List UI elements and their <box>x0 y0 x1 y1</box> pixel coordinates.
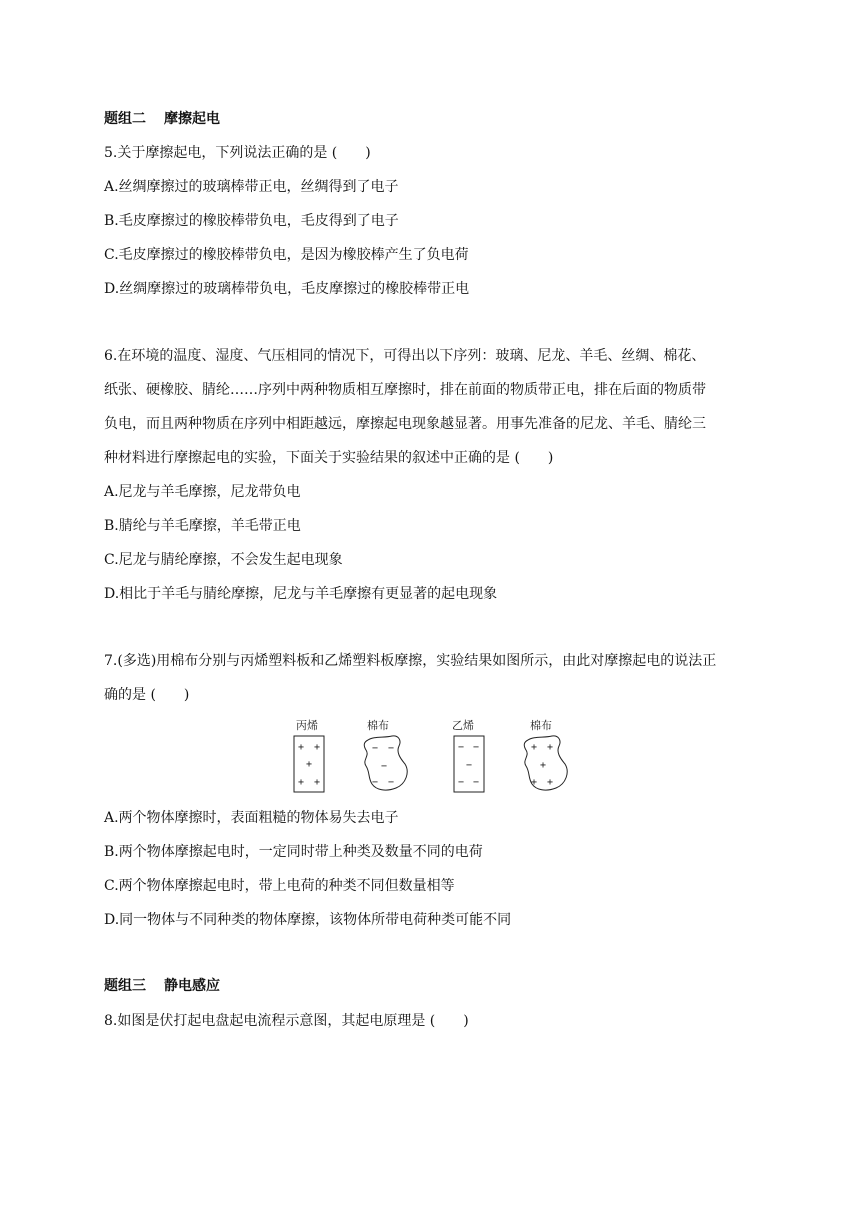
question-6-stem-line-2: 纸张、硬橡胶、腈纶……序列中两种物质相互摩擦时，排在前面的物质带正电，排在后面的物质带 <box>104 382 706 398</box>
svg-text:−: − <box>473 742 480 753</box>
question-5-option-d: D.丝绸摩擦过的玻璃棒带负电，毛皮摩擦过的橡胶棒带正电 <box>104 281 470 297</box>
question-7-option-b: B.两个物体摩擦起电时，一定同时带上种类及数量不同的电荷 <box>104 844 483 860</box>
label-cotton-2: 棉布 <box>530 719 552 732</box>
question-6-stem-line-1: 6.在环境的温度、湿度、气压相同的情况下，可得出以下序列：玻璃、尼龙、羊毛、丝绸、棉花、 <box>104 348 706 364</box>
svg-text:−: − <box>458 742 465 753</box>
charge-diagram <box>288 714 574 796</box>
question-7-option-c: C.两个物体摩擦起电时，带上电荷的种类不同但数量相等 <box>104 878 455 894</box>
question-5-option-b: B.毛皮摩擦过的橡胶棒带负电，毛皮得到了电子 <box>104 213 399 229</box>
svg-text:+: + <box>531 742 538 753</box>
label-ethylene: 乙烯 <box>452 719 474 732</box>
question-7-stem-line-2: 确的是 ( ) <box>104 687 190 703</box>
ethylene-charges <box>458 742 479 788</box>
propylene-charges <box>298 742 320 788</box>
svg-text:−: − <box>381 761 388 772</box>
svg-text:−: − <box>458 777 465 788</box>
section-heading-3 <box>104 976 220 996</box>
label-propylene: 丙烯 <box>296 719 318 732</box>
question-7-option-d: D.同一物体与不同种类的物体摩擦，该物体所带电荷种类可能不同 <box>104 912 512 928</box>
question-6-option-a: A.尼龙与羊毛摩擦，尼龙带负电 <box>104 484 301 500</box>
question-5-option-c: C.毛皮摩擦过的橡胶棒带负电，是因为橡胶棒产生了负电荷 <box>104 247 469 263</box>
svg-text:+: + <box>547 777 554 788</box>
cotton-1-charges <box>372 743 394 788</box>
question-6-stem-line-4: 种材料进行摩擦起电的实验，下面关于实验结果的叙述中正确的是 ( ) <box>104 450 554 466</box>
svg-text:−: − <box>388 743 395 754</box>
svg-text:+: + <box>540 760 547 771</box>
section-label: 题组三 <box>104 978 146 994</box>
section-label: 题组二 <box>104 111 146 127</box>
charge-figure <box>288 714 574 796</box>
question-6-option-c: C.尼龙与腈纶摩擦，不会发生起电现象 <box>104 552 343 568</box>
svg-text:+: + <box>531 777 538 788</box>
svg-text:−: − <box>372 743 379 754</box>
section-title: 静电感应 <box>164 978 220 994</box>
svg-text:+: + <box>298 777 305 788</box>
question-5-stem: 5.关于摩擦起电，下列说法正确的是 ( ) <box>104 145 371 161</box>
question-7-option-a: A.两个物体摩擦时，表面粗糙的物体易失去电子 <box>104 810 399 826</box>
svg-text:+: + <box>314 777 321 788</box>
question-7-stem-line-1: 7.(多选)用棉布分别与丙烯塑料板和乙烯塑料板摩擦，实验结果如图所示，由此对摩擦起电的说法正 <box>104 653 717 669</box>
question-5-option-a: A.丝绸摩擦过的玻璃棒带正电，丝绸得到了电子 <box>104 179 399 195</box>
section-heading-2 <box>104 109 220 129</box>
cotton-2-charges <box>531 742 553 788</box>
question-6-stem-line-3: 负电，而且两种物质在序列中相距越远，摩擦起电现象越显著。用事先准备的尼龙、羊毛、腈纶三 <box>104 416 706 432</box>
svg-text:+: + <box>298 742 305 753</box>
question-6-option-d: D.相比于羊毛与腈纶摩擦，尼龙与羊毛摩擦有更显著的起电现象 <box>104 586 498 602</box>
question-8-stem: 8.如图是伏打起电盘起电流程示意图，其起电原理是 ( ) <box>104 1013 469 1029</box>
section-title: 摩擦起电 <box>164 111 220 127</box>
label-cotton-1: 棉布 <box>367 719 389 732</box>
question-6-option-b: B.腈纶与羊毛摩擦，羊毛带正电 <box>104 518 301 534</box>
svg-text:−: − <box>466 760 473 771</box>
svg-text:+: + <box>306 759 313 770</box>
svg-text:+: + <box>314 742 321 753</box>
svg-text:−: − <box>372 777 379 788</box>
svg-text:−: − <box>473 777 480 788</box>
svg-text:+: + <box>547 742 554 753</box>
svg-text:−: − <box>388 777 395 788</box>
